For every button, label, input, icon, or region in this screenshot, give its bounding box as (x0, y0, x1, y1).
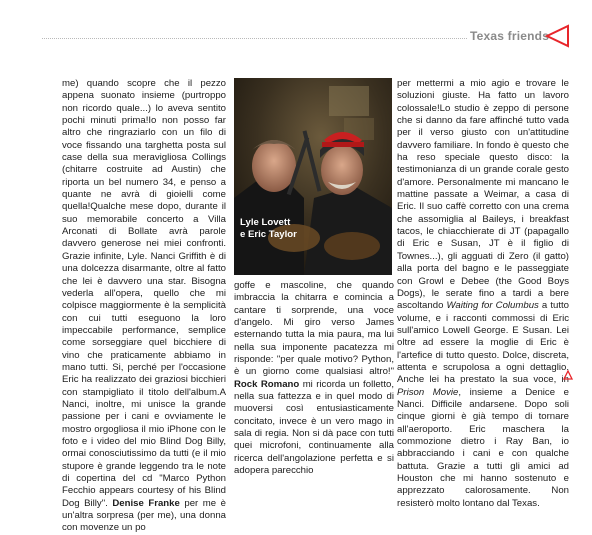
album-title: Prison Movie (397, 386, 459, 398)
body-text: per mettermi a mio agio e trovare le soluzioni giuste. Ha fatto un lavoro colossale!Lo studio è zeppo di persone che si danno da fare affinché tutto vada per il verso giusto con un'attitudine davvero familiare. In fondo è questo che ha reso speciale questo disco: la testimonianza di un grande corale gesto d'amore. Personalmente mi mancano le mattine passate a Weimar, a casa di Eric. Il suo caffè corretto con una crema che assomiglia al Baileys, i breakfast tacos, le chiacchierate di JT (papagallo di Eric e Susan, JT è il figlio di Townes...), gli agguati di Zero (il gatto) alla porta del bagno e le passeggiate con Growl e Debee (the Good Boys Dogs), le serate fino a tardi a bere ascoltando (397, 78, 569, 312)
concert-photo (234, 78, 392, 275)
album-title: Waiting for Columbus (446, 300, 539, 312)
section-title: Texas friends (470, 29, 550, 43)
person-name: Rock Romano (234, 378, 300, 390)
musicians-image (234, 78, 392, 275)
triangle-marker-icon (544, 24, 570, 48)
header-rule (42, 38, 467, 39)
person-name: Denise Franke (112, 497, 180, 509)
column-right (397, 78, 569, 510)
body-text: goffe e mascoline, che quando imbraccia la chitarra e comincia a cantare ti sorprende, una voce d'angelo. Mi giro verso James esternando tutta la mia paura, ma lui nella sua imponente pacatezza mi risponde: "per quale motivo? Python, è un giorno come qualsiasi altro!" (234, 280, 394, 378)
paragraph (397, 78, 569, 510)
caption-line: Lyle Lovett (240, 217, 291, 228)
paragraph (234, 280, 394, 478)
photo-caption (240, 217, 297, 241)
body-text: mi ricorda un folletto, nella sua fattezza e in quel modo di muoversi così entusiasticamente concitato, invece è un vero mago in sala di regia. Non si dà pace con tutti quei microfoni, continuamente alla ricerca dell'angolazione perfetta e si adopera parecchio (234, 378, 394, 477)
body-text: a tutto volume, e i racconti commossi di Eric sull'amico Lowell George. E Susan. Lei oltre ad essere la moglie di Eric è l'artefice di tutto questo. Dolce, discreta, attenta e scrupolosa a ogni dettaglio. Anche lei ha prestato la sua voce, in (397, 300, 569, 386)
paragraph (62, 78, 226, 535)
caption-line: e Eric Taylor (240, 229, 297, 240)
column-middle (234, 280, 394, 478)
body-text: per me è un'altra sorpresa (per me), una donna con movenze un po (62, 497, 226, 534)
body-text: , insieme a Denice e Nanci. Difficile andarsene. Dopo soli cinque giorni è già tempo di tornare all'aeroporto. Eric mascherа la commozione dietro i Ray Ban, io abbracciando i cani e con qualche battuta. Grazie a tutti gli amici ad Houston che mi hanno sostenuto e apprezzato calorosamente. Non resisterò molto lontano dal Texas. (397, 386, 569, 509)
body-text: me) quando scopre che il pezzo appena suonato insieme (purtroppo non ricordo quale...) lo aveva sentito pochi minuti prima!Io non posso far altro che ringraziarlo con un filo di voce fissando una targhetta posta sul case della sua meravigliosa Collings (chitarre costruite ad Austin) che riporta un bel numero 34, e penso a quante ne avrà di gioielli come quella!Qualche mese dopo, durante il suo memorabile concerto a Villa Arconati di Bollate avrà parole davvero generose nei miei confronti. Grazie infinite, Lyle. Nanci Griffith è di una dolcezza disarmante, oltre al fatto che lei è davvero una star. Bisogna vederla all'opera, quello che mi colpisce maggiormente è la semplicità con cui tutti eseguono la loro impeccabile performance, semplice come sorseggiare quel bicchiere di vino che praticamente abbiamo in mano tutti. Si, perché per l'occasione Eric ha realizzato dei graziosi bicchieri con stampigliato il titolo dell'album.A Nanci, inoltre, mi unisce la grande passione per i cani e ovviamente le mostro orgogliosa il mio iPhone con le foto e i video del mio Blind Dog Billy, ormai conosciutissimo da tutti (e il mio stupore è grande leggendo tra le note di copertina del cd "Marco Python Fecchio appears courtesy of his Blind Dog Billy". (62, 78, 226, 509)
end-of-article-icon (563, 370, 573, 380)
column-left (62, 78, 226, 535)
